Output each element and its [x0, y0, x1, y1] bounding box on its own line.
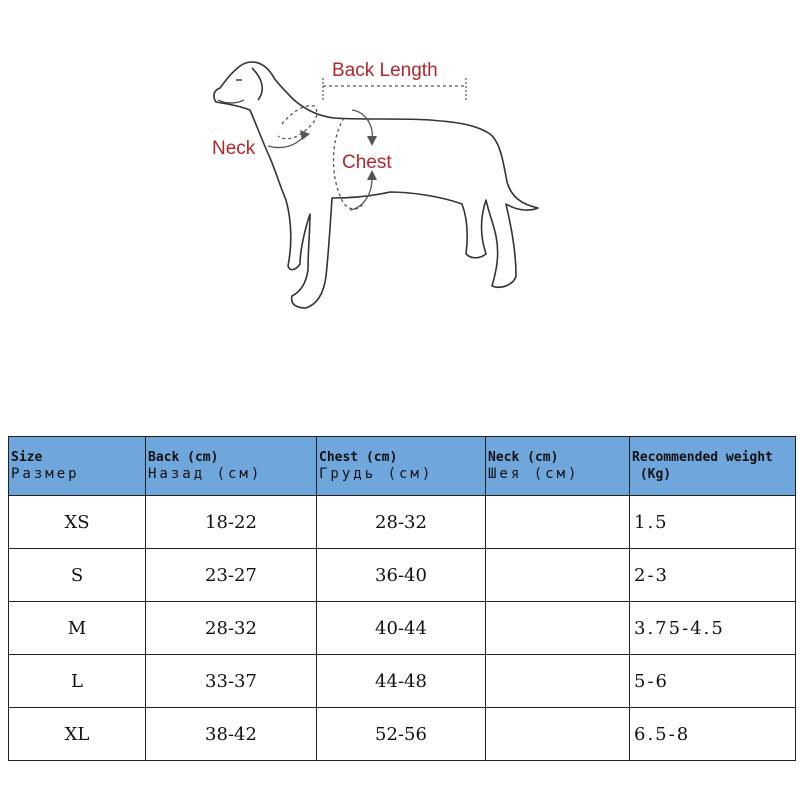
cell-back: 28-32 — [146, 602, 317, 655]
cell-chest: 36-40 — [317, 549, 486, 602]
cell-back: 23-27 — [146, 549, 317, 602]
cell-weight: 2-3 — [630, 549, 796, 602]
cell-size: XS — [9, 496, 146, 549]
neck-arrow — [268, 136, 304, 148]
cell-neck — [486, 549, 630, 602]
table-header-row — [9, 437, 796, 496]
cell-weight: 3.75-4.5 — [630, 602, 796, 655]
cell-chest: 28-32 — [317, 496, 486, 549]
dog-outline — [214, 62, 538, 308]
header-back: Back (cm) Назад (см) — [146, 437, 317, 496]
table-row — [9, 602, 796, 655]
back-length-label: Back Length — [332, 60, 438, 81]
cell-neck — [486, 708, 630, 761]
cell-weight: 6.5-8 — [630, 708, 796, 761]
cell-neck — [486, 655, 630, 708]
cell-neck — [486, 496, 630, 549]
cell-size: M — [9, 602, 146, 655]
table-row — [9, 496, 796, 549]
header-size: Size Размер — [9, 437, 146, 496]
header-weight: Recommended weight (Kg) — [630, 437, 796, 496]
cell-back: 33-37 — [146, 655, 317, 708]
header-chest: Chest (cm) Грудь (см) — [317, 437, 486, 496]
cell-weight: 1.5 — [630, 496, 796, 549]
cell-chest: 40-44 — [317, 602, 486, 655]
cell-weight: 5-6 — [630, 655, 796, 708]
cell-size: S — [9, 549, 146, 602]
chest-arrow-top — [352, 110, 372, 140]
cell-size: L — [9, 655, 146, 708]
cell-chest: 44-48 — [317, 655, 486, 708]
header-neck: Neck (cm) Шея (см) — [486, 437, 630, 496]
neck-label: Neck — [212, 138, 256, 159]
table-row — [9, 655, 796, 708]
chest-arrow-bottom — [350, 178, 372, 210]
chest-arrow-top-head — [367, 136, 377, 146]
table-row — [9, 708, 796, 761]
cell-back: 18-22 — [146, 496, 317, 549]
size-chart-table — [8, 436, 796, 761]
cell-size: XL — [9, 708, 146, 761]
dog-ear — [252, 68, 262, 100]
cell-back: 38-42 — [146, 708, 317, 761]
cell-chest: 52-56 — [317, 708, 486, 761]
cell-neck — [486, 602, 630, 655]
chest-label: Chest — [342, 152, 392, 173]
table-row — [9, 549, 796, 602]
